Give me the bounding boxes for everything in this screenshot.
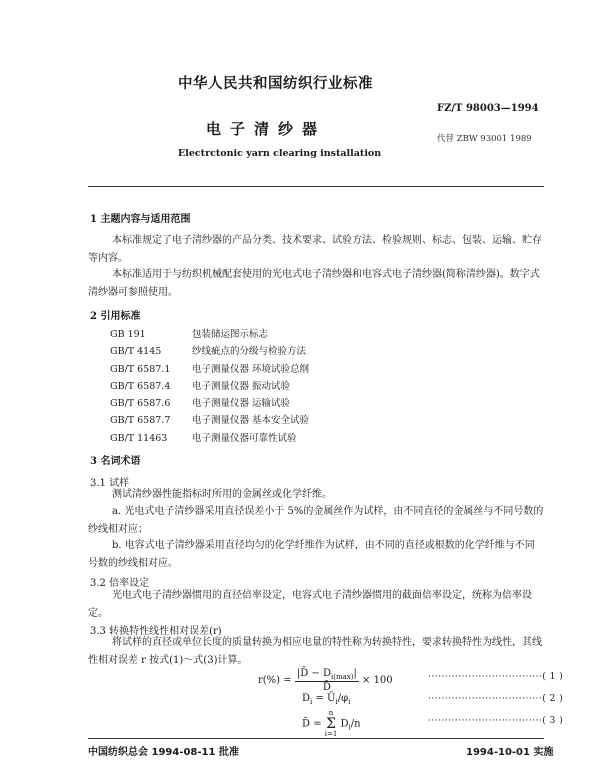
formula-3: D̄ = n Σ i=1 $D_i/n$: [302, 709, 361, 738]
section-3-heading: 3 名词术语: [90, 456, 141, 467]
section-3-1-item-b: b. 电容式电子清纱器采用直径均匀的化学纤维作为试样，由不同的直径或根数的化学纤维与不同号数的纱线相对应。: [88, 540, 535, 569]
effective-date-line: 1994-10-01 实施: [466, 747, 554, 758]
approval-line: 中国纺织总会 1994-08-11 批准: [88, 747, 239, 758]
reference-item: GB/T 6587.6 电子测量仪器 运输试验: [110, 398, 291, 410]
reference-item: GB/T 6587.7 电子测量仪器 基本安全试验: [110, 415, 310, 427]
section-3-3-heading: 3.3 转换特性线性相对误差(r): [90, 626, 222, 637]
section-3-3-paragraph: 将试样的直径或单位长度的质量转换为相应电量的特性称为转换特性，要求转换特性为线性，其线性相对误差 r 按式(1)～式(3)计算。: [88, 637, 542, 666]
replaces-standard: 代替 ZBW 93001 1989: [437, 134, 532, 144]
section-3-2-heading: 3.2 倍率设定: [90, 578, 150, 589]
formula-1-leader: ··································( 1 ): [428, 672, 564, 682]
section-3-2-paragraph: 光电式电子清纱器惯用的直径倍率设定，电容式电子清纱器惯用的截面倍率设定，统称为倍率设定。: [88, 590, 532, 619]
summation-sign: n Σ i=1: [324, 709, 338, 738]
section-3-1-heading: 3.1 试样: [90, 478, 130, 489]
section-3-1-item-a: a. 光电式电子清纱器采用直径误差小于 5%的金属丝作为试样，由不同直径的金属丝与不同号数的纱线相对应；: [88, 506, 544, 535]
document-title: 电子清纱器: [206, 120, 327, 138]
reference-item: GB 191 包装储运图示标志: [110, 329, 269, 340]
section-3-1-paragraph: 测试清纱器性能指标时所用的金属丝或化学纤维。: [112, 489, 332, 500]
formula-2-leader: ··································( 2 ): [428, 694, 564, 704]
section-1-heading: 1 主题内容与适用范围: [90, 214, 191, 225]
english-title: Electrctonic yarn clearing installation: [178, 148, 382, 159]
section-2-heading: 2 引用标准: [90, 311, 141, 322]
reference-item: GB/T 6587.4 电子测量仪器 振动试验: [110, 380, 291, 392]
referenced-standards-list: [110, 326, 309, 447]
reference-item: GB/T 6587.1 电子测量仪器 环境试验总纲: [110, 363, 310, 375]
reference-item: GB/T 4145 纱线疵点的分级与检验方法: [110, 346, 307, 358]
standard-code: FZ/T 98003—1994: [437, 103, 539, 114]
issuing-authority-title: 中华人民共和国纺织行业标准: [178, 75, 373, 92]
reference-item: GB/T 11463 电子测量仪器可靠性试验: [110, 432, 297, 444]
section-1-paragraph-1: 本标准规定了电子清纱器的产品分类、技术要求、试验方法、检验规则、标志、包装、运输、贮存等内容。: [88, 235, 542, 264]
footer-divider: [88, 738, 544, 739]
header-divider: [88, 186, 544, 187]
formula-3-leader: ··································( 3 ): [428, 716, 564, 726]
formula-2: $D_i$ = $Ū_i/\varphi_i$: [302, 693, 351, 706]
section-1-paragraph-2: 本标准适用于与纺织机械配套使用的光电式电子清纱器和电容式电子清纱器(简称清纱器)。数字式清纱器可参照使用。: [88, 269, 540, 298]
formula-1: r(%) = $\frac{|D̄ - D_{i(max)}|}{D̄}$ × 100: [258, 668, 393, 693]
